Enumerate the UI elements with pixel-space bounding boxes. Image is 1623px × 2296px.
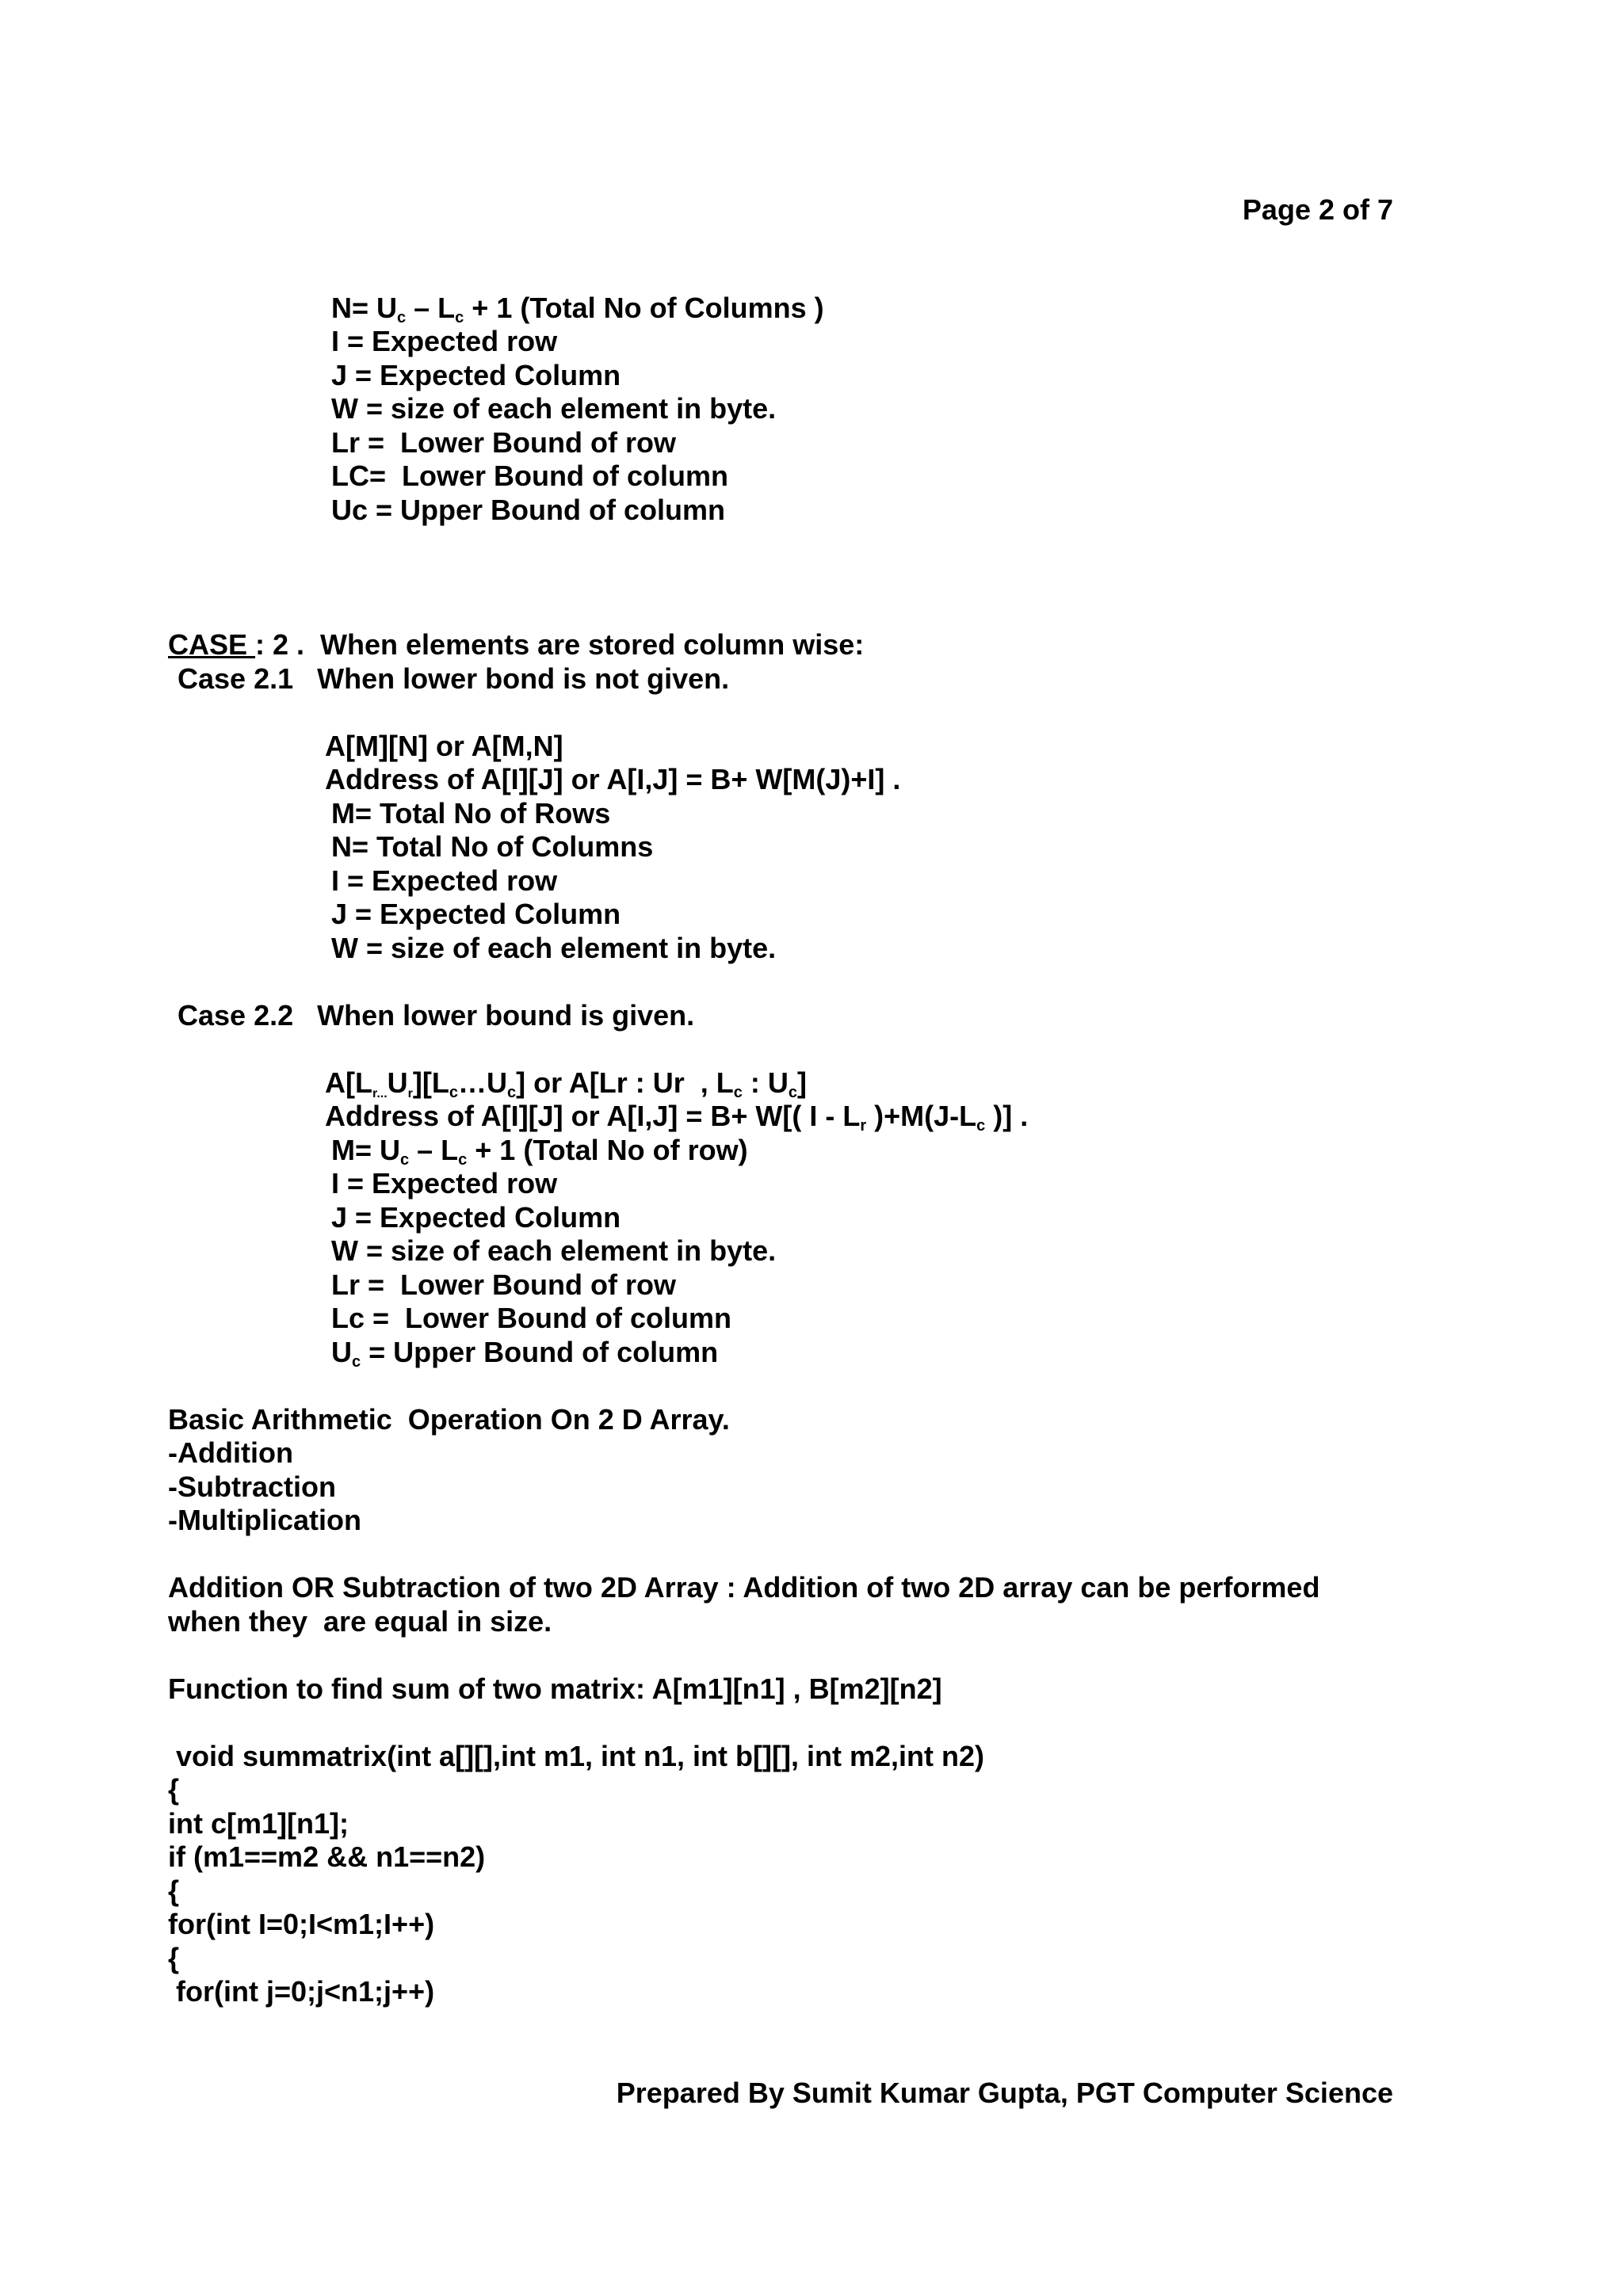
code-line: if (m1==m2 && n1==n2)	[168, 1840, 486, 1873]
n-columns-definition: $N= U_c - L_c + 1$ (Total No of Columns )	[331, 292, 824, 326]
j-definition: J = Expected Column	[331, 359, 621, 391]
code-line: {	[168, 1773, 180, 1806]
addsub-paragraph-line1: Addition OR Subtraction of two 2D Array : Addition of two 2D array can be performed	[168, 1571, 1320, 1604]
address-formula: Address of A[I][J] or A[I,J] = B+ W[M(J)+I] .	[325, 763, 901, 795]
w-definition: W = size of each element in byte.	[331, 932, 777, 964]
code-line: for(int j=0;j<n1;j++)	[168, 1975, 435, 2008]
code-line: for(int I=0;I<m1;I++)	[168, 1908, 435, 1940]
array-declaration-bounds: $A[L_{r...}U_r][L_c\dots U_c]$ or A[Lr : Ur , $L_c$ : $U_c$]	[325, 1066, 808, 1101]
w-definition: W = size of each element in byte.	[331, 392, 777, 425]
w-definition: W = size of each element in byte.	[331, 1234, 777, 1267]
i-definition: I = Expected row	[331, 864, 558, 897]
m-definition: M= Total No of Rows	[331, 797, 611, 830]
lr-definition: Lr = Lower Bound of row	[331, 426, 676, 459]
address-formula-bounds: Address of A[I][J] or A[I,J] = B+ W[( I - $L_r$ )$+M(J-L_c$ )] .	[325, 1100, 1029, 1135]
i-definition: I = Expected row	[331, 325, 558, 357]
function-heading: Function to find sum of two matrix: A[m1][n1] , B[m2][n2]	[168, 1672, 942, 1705]
lc-definition: Lc = Lower Bound of column	[331, 1302, 732, 1334]
array-declaration: A[M][N] or A[M,N]	[325, 730, 563, 762]
n-definition: N= Total No of Columns	[331, 830, 654, 863]
j-definition: J = Expected Column	[331, 1201, 621, 1234]
uc-definition: $U_c$ = Upper Bound of column	[331, 1336, 719, 1371]
code-line: int c[m1][n1];	[168, 1807, 349, 1840]
page-number: Page 2 of 7	[1242, 193, 1393, 226]
addsub-paragraph-line2: when they are equal in size.	[168, 1605, 552, 1638]
uc-definition: Uc = Upper Bound of column	[331, 494, 726, 526]
footer-credit: Prepared By Sumit Kumar Gupta, PGT Computer Science	[616, 2077, 1393, 2109]
code-line: {	[168, 1875, 180, 1907]
code-line: {	[168, 1942, 180, 1974]
lr-definition: Lr = Lower Bound of row	[331, 1268, 676, 1301]
m-rows-definition: $M= U_c - L_c + 1$ (Total No of row)	[331, 1134, 748, 1169]
arith-heading: Basic Arithmetic Operation On 2 D Array.	[168, 1403, 730, 1436]
arith-item-multiplication: -Multiplication	[168, 1504, 361, 1536]
arith-item-subtraction: -Subtraction	[168, 1470, 336, 1503]
case21-heading: Case 2.1 When lower bond is not given.	[178, 662, 730, 695]
j-definition: J = Expected Column	[331, 898, 621, 930]
i-definition: I = Expected row	[331, 1167, 558, 1199]
code-line: void summatrix(int a[][],int m1, int n1, int b[][], int m2,int n2)	[168, 1740, 984, 1772]
lc-definition: LC= Lower Bound of column	[331, 460, 728, 492]
case2-heading: CASE : 2 . When elements are stored column wise:	[168, 628, 865, 661]
arith-item-addition: -Addition	[168, 1436, 293, 1469]
case22-heading: Case 2.2 When lower bound is given.	[178, 999, 695, 1032]
